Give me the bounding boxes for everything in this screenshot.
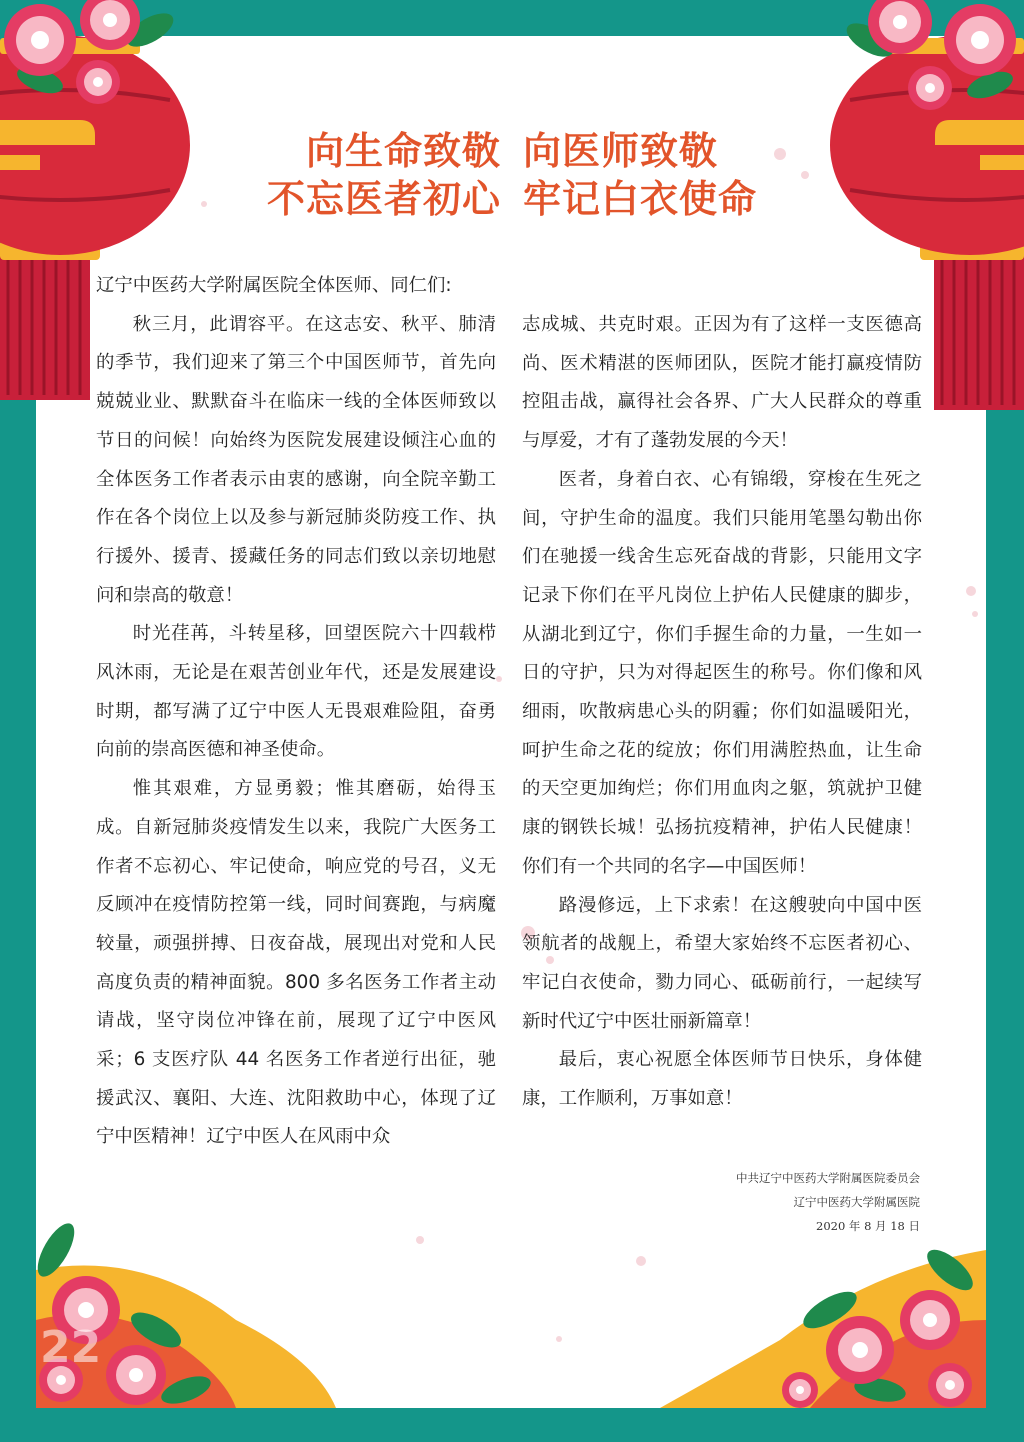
salutation: 辽宁中医药大学附属医院全体医师、同仁们: xyxy=(96,275,452,296)
right-paragraph-4: 最后，衷心祝愿全体医师节日快乐，身体健康，工作顺利，万事如意！ xyxy=(522,1049,922,1110)
right-paragraph-2: 医者，身着白衣、心有锦缎，穿梭在生死之间，守护生命的温度。我们只能用笔墨勾勒出你们在驰援一线舍生忘死奋战的背影，只能用文字记录下你们在平凡岗位上护佑人民健康的脚步，从湖北到辽宁，你们手握生命的力量，一生如一日的守护，只为对得起医生的称号。你们像和风细雨，吹散病患心头的阴霾；你们如温暖阳光，呵护生命之花的绽放；你们用满腔热血，让生命的天空更加绚烂；你们用血肉之躯，筑就护卫健康的钢铁长城！弘扬抗疫精神，护佑人民健康！你们有一个共同的名字—中国医师！ xyxy=(522,468,922,877)
page-number: 22 xyxy=(40,1322,102,1373)
signature-block xyxy=(736,1166,920,1238)
decor-dot xyxy=(556,1336,562,1342)
left-column xyxy=(96,267,496,1157)
right-column xyxy=(522,306,922,1119)
title-1-left: 向生命致敬 xyxy=(305,128,501,173)
decor-dot xyxy=(972,611,978,617)
signature-org-2: 辽宁中医药大学附属医院 xyxy=(793,1195,920,1209)
title-2-left: 不忘医者初心 xyxy=(266,176,501,221)
blossom-bottom-left xyxy=(36,1210,366,1408)
signature-org-1: 中共辽宁中医药大学附属医院委员会 xyxy=(736,1171,920,1185)
title-2-right: 牢记白衣使命 xyxy=(523,176,758,221)
decor-dot xyxy=(636,1256,646,1266)
signature-date: 2020 年 8 月 18 日 xyxy=(816,1219,920,1233)
left-paragraph-1: 秋三月，此谓容平。在这志安、秋平、肺清的季节，我们迎来了第三个中国医师节，首先向兢兢业业、默默奋斗在临床一线的全体医师致以节日的问候！向始终为医院发展建设倾注心血的全体医务工作者表示由衷的感谢，向全院辛勤工作在各个岗位上以及参与新冠肺炎防疫工作、执行援外、援青、援藏任务的同志们致以亲切地慰问和崇高的敬意！ xyxy=(96,313,496,606)
title-1-right: 向医师致敬 xyxy=(523,128,719,173)
left-paragraph-2: 时光荏苒，斗转星移，回望医院六十四载栉风沐雨，无论是在艰苦创业年代，还是发展建设时期，都写满了辽宁中医人无畏艰难险阻，奋勇向前的崇高医德和神圣使命。 xyxy=(96,623,496,761)
decor-dot xyxy=(496,676,502,682)
right-paragraph-3: 路漫修远，上下求索！在这艘驶向中国中医领航者的战舰上，希望大家始终不忘医者初心、牢记白衣使命，勠力同心、砥砺前行，一起续写新时代辽宁中医壮丽新篇章！ xyxy=(522,894,922,1032)
decor-dot xyxy=(966,586,976,596)
blossom-bottom-right xyxy=(650,1230,986,1408)
title-line-1 xyxy=(0,120,1024,175)
left-paragraph-3: 惟其艰难，方显勇毅；惟其磨砺，始得玉成。自新冠肺炎疫情发生以来，我院广大医务工作者不忘初心、牢记使命，响应党的号召，义无反顾冲在疫情防控第一线，同时间赛跑，与病魔较量，顽强拼搏、日夜奋战，展现出对党和人民高度负责的精神面貌。800 多名医务工作者主动请战，坚守岗位冲锋在前，展现了辽宁中医风采；6 支医疗队 44 名医务工作者逆行出征，驰援武汉、襄阳、大连、沈阳救助中心，体现了辽宁中医精神！辽宁中医人在风雨中众 xyxy=(96,778,496,1148)
right-paragraph-1: 志成城、共克时艰。正因为有了这样一支医德高尚、医术精湛的医师团队，医院才能打赢疫情防控阻击战，赢得社会各界、广大人民群众的尊重与厚爱，才有了蓬勃发展的今天！ xyxy=(522,314,922,452)
title-line-2 xyxy=(0,168,1024,223)
decor-dot xyxy=(416,1236,424,1244)
